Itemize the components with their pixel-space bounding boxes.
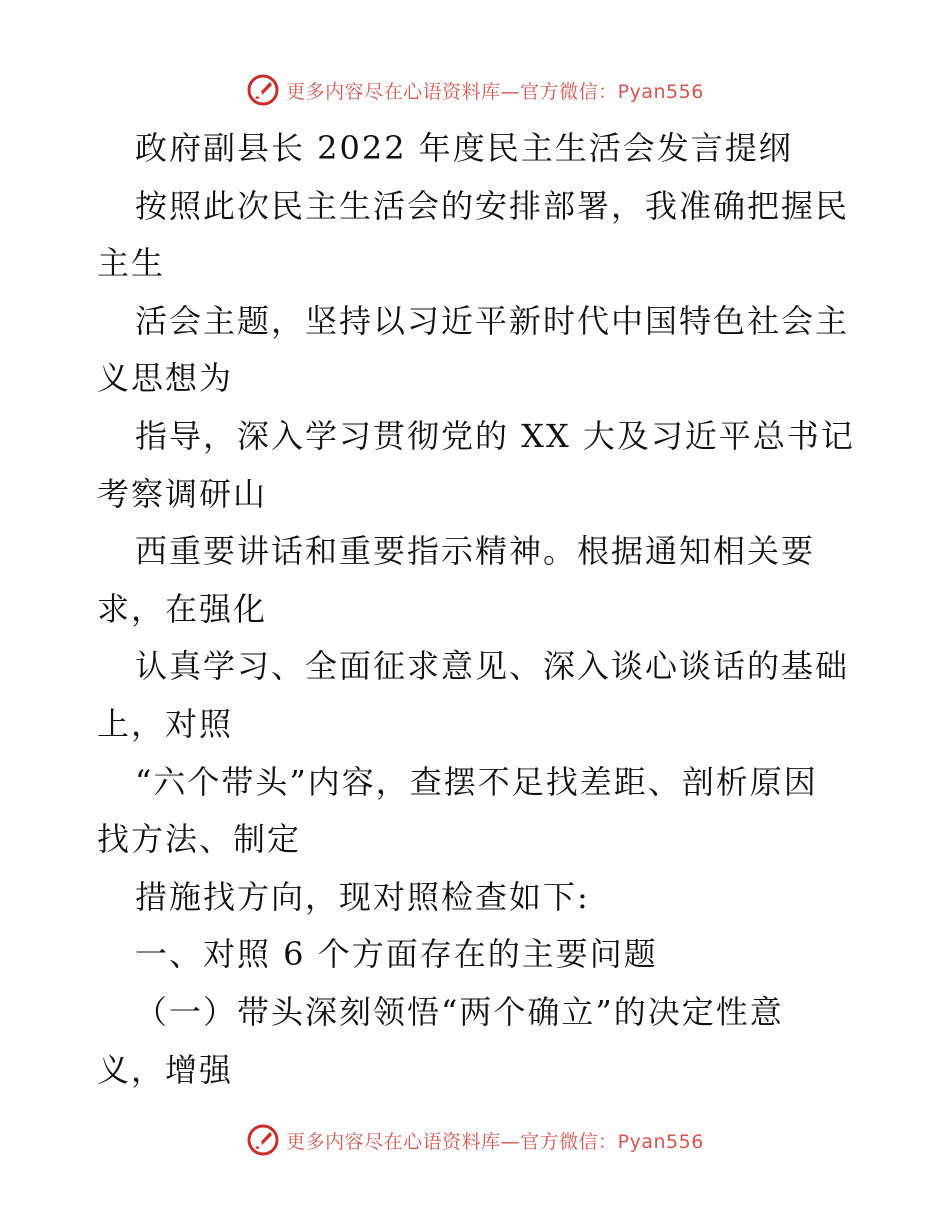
watermark-text: 更多内容尽在心语资料库—官方微信：Pyan556 — [286, 80, 704, 103]
paragraph-line: 按照此次民主生活会的安排部署，我准确把握民 — [135, 186, 850, 225]
feather-pen-circle-icon — [246, 1123, 280, 1157]
paragraph-line: 指导，深入学习贯彻党的 XX 大及习近平总书记 — [135, 416, 855, 455]
doc-title: 政府副县长 2022 年度民主生活会发言提纲 — [135, 129, 793, 167]
header-watermark — [0, 70, 950, 110]
section-heading: 一、对照 6 个方面存在的主要问题 — [135, 935, 658, 974]
document-body — [97, 120, 857, 1099]
footer-watermark — [0, 1120, 950, 1160]
paragraph-line: 活会主题，坚持以习近平新时代中国特色社会主 — [135, 301, 850, 340]
paragraph-line: 考察调研山 — [97, 474, 268, 513]
feather-pen-circle-icon — [246, 73, 280, 107]
paragraph-line: “六个带头”内容，查摆不足找差距、剖析原因 — [135, 762, 818, 801]
paragraph-line: 义，增强 — [97, 1050, 234, 1089]
paragraph-line: 求，在强化 — [97, 589, 268, 628]
paragraph-line: 西重要讲话和重要指示精神。根据通知相关要 — [135, 532, 816, 571]
paragraph-line: 找方法、制定 — [97, 820, 302, 859]
paragraph-line: 上，对照 — [97, 704, 234, 743]
paragraph-line: 认真学习、全面征求意见、深入谈心谈话的基础 — [135, 647, 850, 686]
paragraph-line: 措施找方向，现对照检查如下: — [135, 877, 590, 916]
watermark-group — [246, 1123, 704, 1157]
watermark-text: 更多内容尽在心语资料库—官方微信：Pyan556 — [286, 1130, 704, 1153]
watermark-group — [246, 73, 704, 107]
paragraph-line: 主生 — [97, 244, 166, 283]
paragraph-line: 义思想为 — [97, 359, 234, 398]
subsection-heading: （一）带头深刻领悟“两个确立”的决定性意 — [135, 992, 784, 1031]
